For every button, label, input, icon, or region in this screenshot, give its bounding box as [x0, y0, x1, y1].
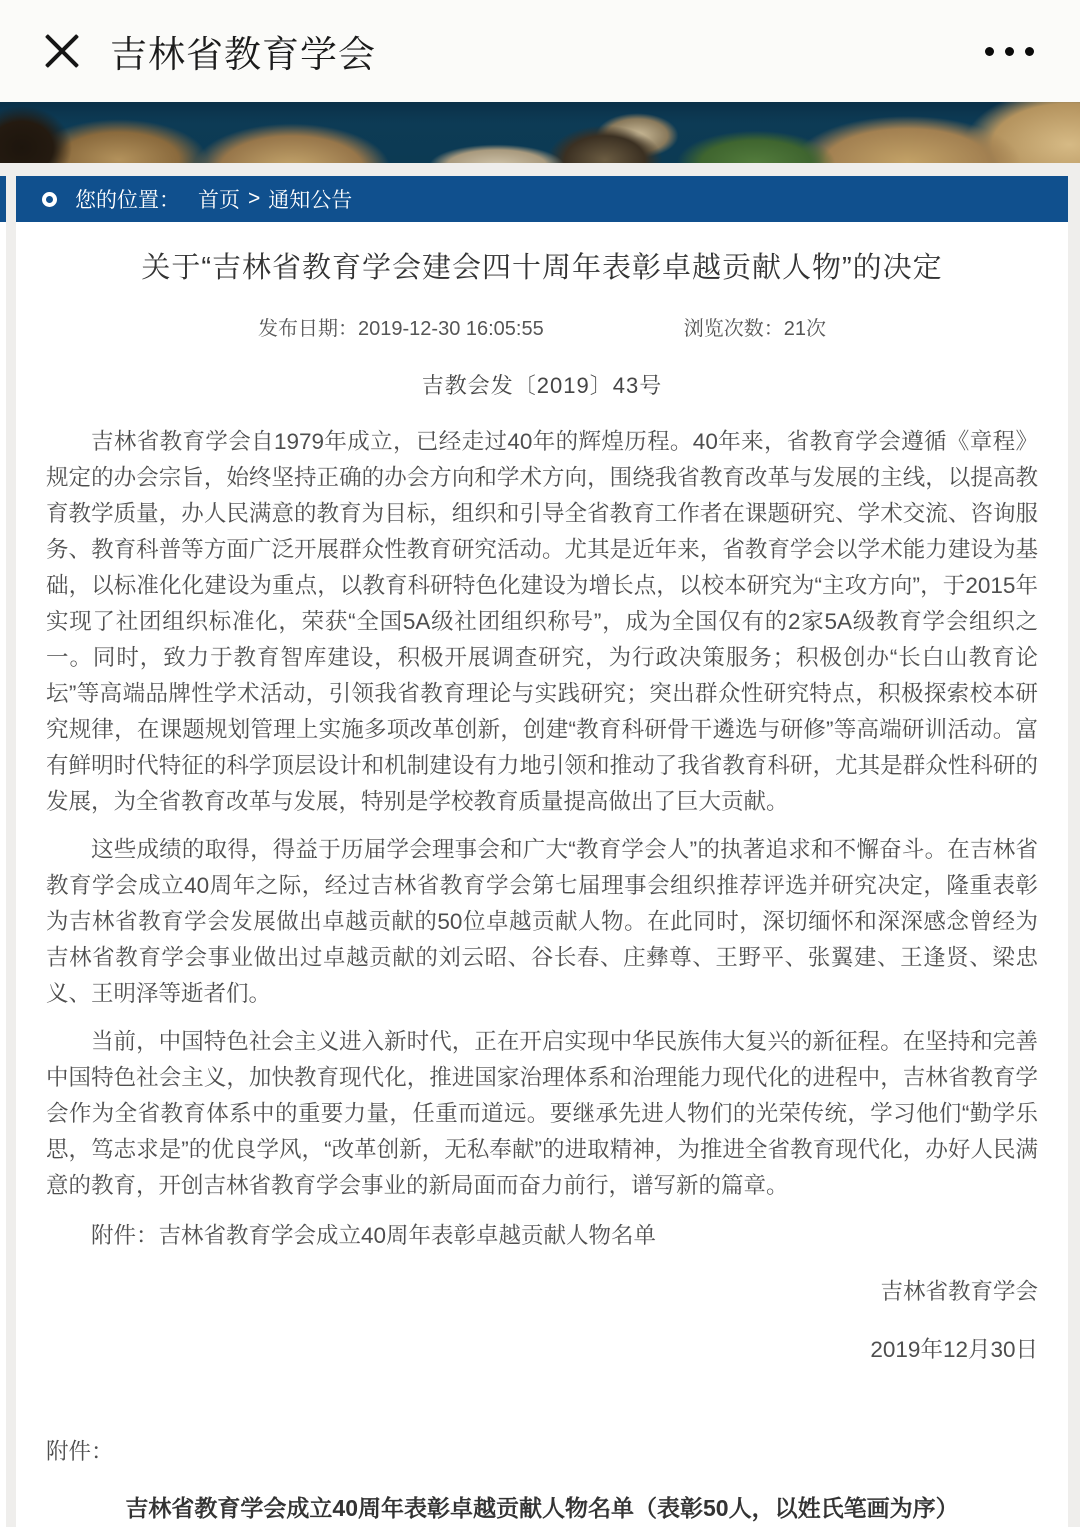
breadcrumb-separator: >: [248, 187, 261, 210]
article-meta: [46, 312, 1038, 341]
dot-icon: [1025, 47, 1034, 56]
wechat-header: [0, 0, 1080, 102]
publish-date-label: 发布日期：: [258, 318, 359, 340]
paragraph: 当前，中国特色社会主义进入新时代，正在开启实现中华民族伟大复兴的新征程。在坚持和完善中国特色社会主义，加快教育现代化，推进国家治理体系和治理能力现代化的进程中，吉林省教育学会作为全省教育体系中的重要力量，任重而道远。要继承先进人物们的光荣传统，学习他们“勤学乐思，笃志求是”的优良学风，“改革创新，无私奉献”的进取精神，为推进全省教育现代化，办好人民满意的教育，开创吉林省教育学会事业的新局面而奋力前行，谱写新的篇章。: [46, 1029, 1038, 1198]
signature: 吉林省教育学会: [880, 1279, 1038, 1304]
paragraph: 吉林省教育学会自1979年成立，已经走过40年的辉煌历程。40年来，省教育学会遵循《章程》规定的办会宗旨，始终坚持正确的办会方向和学术方向，围绕我省教育改革与发展的主线，以提高教育教学质量，办人民满意的教育为目标，组织和引导全省教育工作者在课题研究、学术交流、咨询服务、教育科普等方面广泛开展群众性教育研究活动。尤其是近年来，省教育学会以学术能力建设为基础，以标准化化建设为重点，以教育科研特色化建设为增长点，以校本研究为“主攻方向”，于2015年实现了社团组织标准化，荣获“全国5A级社团组织称号”，成为全国仅有的2家5A级教育学会组织之一。同时，致力于教育智库建设，积极开展调查研究，为行政决策服务；积极创办“长白山教育论坛”等高端品牌性学术活动，引领我省教育理论与实践研究；突出群众性研究特点，积极探索校本研究规律，在课题规划管理上实施多项改革创新，创建“教育科研骨干遴选与研修”等高端研训活动。富有鲜明时代特征的科学顶层设计和机制建设有力地引领和推动了我省教育科研，尤其是群众性科研的发展，为全省教育改革与发展，特别是学校教育质量提高做出了巨大贡献。: [46, 429, 1038, 814]
paragraph: 这些成绩的取得，得益于历届学会理事会和广大“教育学会人”的执著追求和不懈奋斗。在吉林省教育学会成立40周年之际，经过吉林省教育学会第七届理事会组织推荐评选并研究决定，隆重表彰为吉林省教育学会发展做出卓越贡献的50位卓越贡献人物。在此同时，深切缅怀和深深感念曾经为吉林省教育学会事业做出过卓越贡献的刘云昭、谷长春、庄彝尊、王野平、张翼建、王逢贤、梁忠义、王明泽等逝者们。: [46, 837, 1038, 1006]
article-card: [16, 222, 1068, 1527]
location-ring-icon: [42, 192, 57, 207]
dot-icon: [985, 47, 994, 56]
dot-icon: [1005, 47, 1014, 56]
article-body: [46, 424, 1038, 1254]
view-count-label: 浏览次数：: [683, 318, 784, 340]
view-count-value: 21次: [783, 318, 826, 340]
article-title: 关于“吉林省教育学会建会四十周年表彰卓越贡献人物”的决定: [141, 252, 943, 284]
breadcrumb-link-home[interactable]: 首页: [198, 189, 240, 212]
more-menu-icon[interactable]: [981, 33, 1038, 70]
attachment-title: 吉林省教育学会成立40周年表彰卓越贡献人物名单（表彰50人，以姓氏笔画为序）: [125, 1495, 959, 1521]
signature-date: 2019年12月30日: [870, 1337, 1038, 1362]
publish-date: [258, 312, 544, 341]
breadcrumb-link-notices[interactable]: 通知公告: [268, 189, 353, 212]
publish-date-value: 2019-12-30 16:05:55: [358, 318, 544, 340]
banner-image: [0, 102, 1080, 163]
close-icon[interactable]: [42, 31, 82, 71]
breadcrumb: [16, 176, 1068, 222]
main-column: [16, 176, 1068, 1527]
view-count: [684, 312, 826, 341]
document-number: 吉教会发〔2019〕43号: [421, 373, 663, 398]
attachment-label: 附件：: [46, 1439, 114, 1464]
page-title: 吉林省教育学会: [110, 34, 376, 75]
breadcrumb-edge-stub: [0, 176, 6, 222]
attachment-reference-line: 附件：吉林省教育学会成立40周年表彰卓越贡献人物名单: [91, 1223, 657, 1248]
breadcrumb-label: 您的位置：: [75, 189, 180, 212]
card-edge-stub: [0, 222, 6, 1527]
